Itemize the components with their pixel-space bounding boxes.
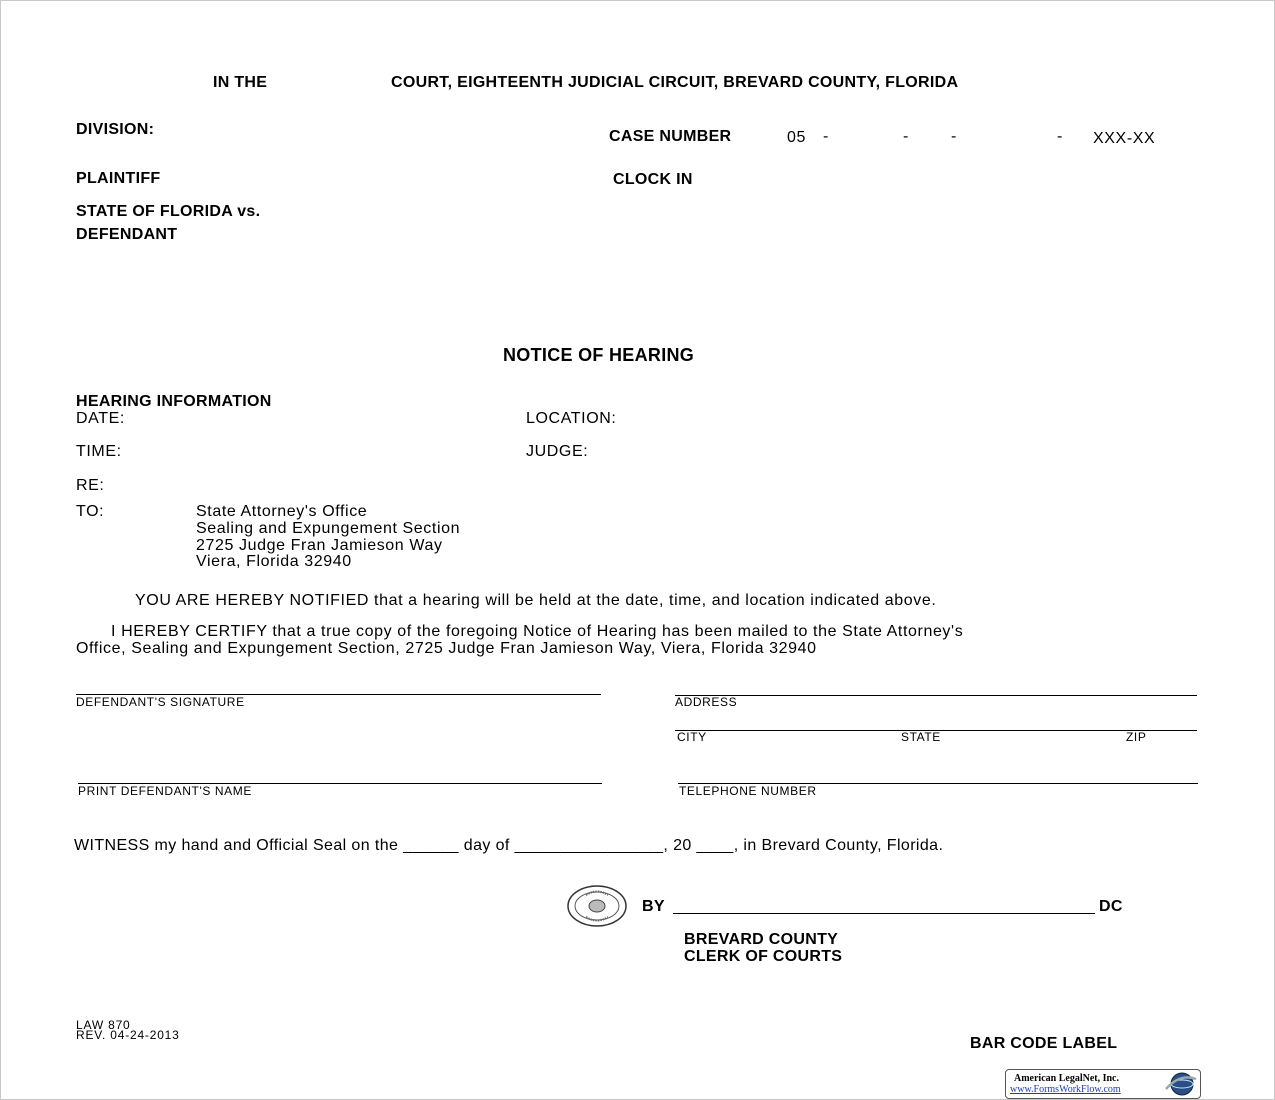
plaintiff-label: PLAINTIFF [76,170,161,187]
in-the-label: IN THE [213,74,268,91]
address-line [675,695,1197,696]
clerk-county-label: BREVARD COUNTY [684,931,839,948]
clerk-of-courts-label: CLERK OF COURTS [684,948,843,965]
case-dash-3: - [951,128,957,145]
publisher-logo[interactable] [1005,1069,1201,1099]
defendant-signature-caption: DEFENDANT'S SIGNATURE [76,695,245,709]
state-vs-label: STATE OF FLORIDA vs. [76,203,261,220]
globe-icon [1162,1071,1198,1097]
certify-text-line2: Office, Sealing and Expungement Section, 2725 Judge Fran Jamieson Way, Viera, Florida 32940 [76,640,817,657]
print-name-caption: PRINT DEFENDANT'S NAME [78,784,252,798]
publisher-link[interactable]: www.FormsWorkFlow.com [1010,1084,1121,1095]
bar-code-label: BAR CODE LABEL [970,1035,1118,1052]
clock-in-label: CLOCK IN [613,171,693,188]
to-address-line: Viera, Florida 32940 [196,553,352,570]
case-dash-1: - [823,128,829,145]
form-revision: REV. 04-24-2013 [76,1028,180,1042]
division-label: DIVISION: [76,121,155,138]
re-label: RE: [76,477,105,494]
judge-label: JUDGE: [526,443,589,460]
hearing-info-heading: HEARING INFORMATION [76,393,272,410]
zip-caption: ZIP [1126,730,1147,744]
to-address-line: Sealing and Expungement Section [196,520,461,537]
telephone-caption: TELEPHONE NUMBER [679,784,817,798]
location-label: LOCATION: [526,410,617,427]
defendant-label: DEFENDANT [76,226,178,243]
case-dash-4: - [1057,128,1063,145]
court-heading: COURT, EIGHTEENTH JUDICIAL CIRCUIT, BREVARD COUNTY, FLORIDA [391,74,959,91]
publisher-name: American LegalNet, Inc. [1014,1073,1119,1084]
clerk-signature-line [673,913,1095,914]
state-caption: STATE [901,730,941,744]
to-address-line: 2725 Judge Fran Jamieson Way [196,537,443,554]
witness-text: WITNESS my hand and Official Seal on the ______ day of ________________, 20 ____, in Brevard County, Florida. [74,837,944,854]
dc-label: DC [1099,898,1123,915]
city-caption: CITY [677,730,707,744]
to-label: TO: [76,503,105,520]
time-label: TIME: [76,443,122,460]
address-caption: ADDRESS [675,695,738,709]
page-title: NOTICE OF HEARING [503,345,695,365]
clerk-seal-icon [566,885,628,927]
case-number-prefix: 05 [787,129,806,146]
to-address-line: State Attorney's Office [196,503,368,520]
date-label: DATE: [76,410,125,427]
case-dash-2: - [903,128,909,145]
certify-text-line1: I HEREBY CERTIFY that a true copy of the foregoing Notice of Hearing has been mailed to the State Attorney's [111,623,964,640]
notice-text: YOU ARE HEREBY NOTIFIED that a hearing will be held at the date, time, and location indicated above. [135,592,937,609]
by-label: BY [642,898,665,915]
case-number-label: CASE NUMBER [609,128,732,145]
form-number: LAW 870 [76,1018,131,1032]
case-number-suffix: XXX-XX [1093,130,1156,147]
